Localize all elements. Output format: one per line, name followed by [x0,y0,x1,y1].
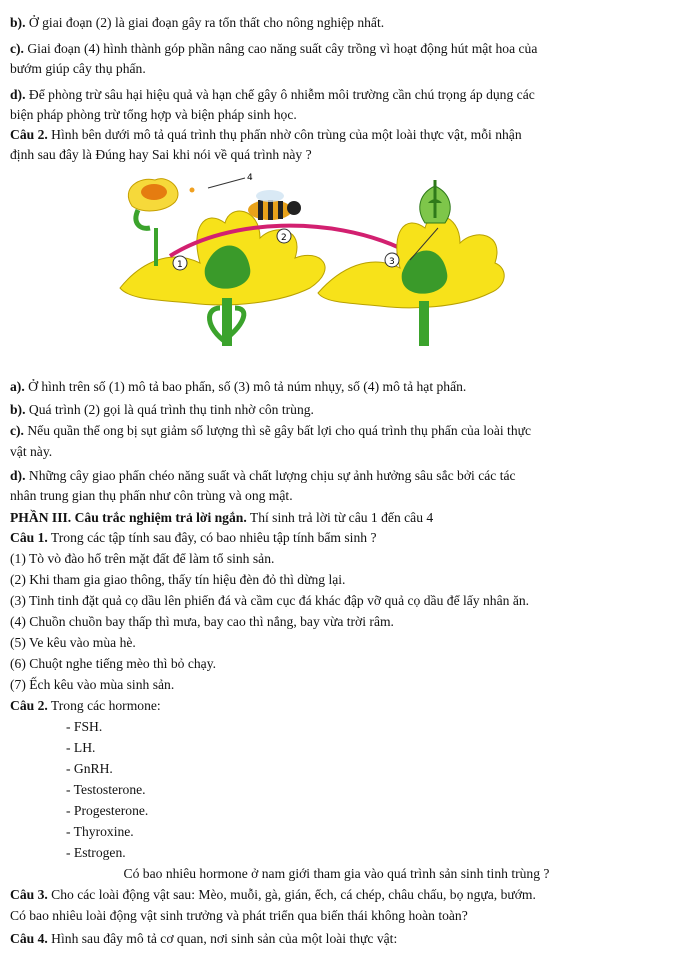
statement-d-cont: nhân trung gian thụ phấn như côn trùng và ong mật. [10,488,293,503]
hormone-testosterone: - Testosterone. [66,782,146,797]
statement-c: c). Nếu quần thể ong bị sụt giảm số lượng thì sẽ gây bất lợi cho quá trình thụ phấn của loài thực [10,423,532,438]
flower-icon [120,211,325,346]
hormone-gnrh: - GnRH. [66,761,113,776]
behavior-5: (5) Ve kêu vào mùa hè. [10,635,136,650]
hormone-fsh: - FSH. [66,719,103,734]
behavior-2: (2) Khi tham gia giao thông, thấy tín hiệu đèn đỏ thì dừng lại. [10,572,346,587]
pollen-grain [190,188,195,193]
hormone-thyroxine: - Thyroxine. [66,824,134,839]
line-b-stage2: b). Ở giai đoạn (2) là giai đoạn gây ra tổn thất cho nông nghiệp nhất. [10,15,385,30]
statement-b: b). Quá trình (2) gọi là quá trình thụ tinh nhờ côn trùng. [10,402,314,417]
behavior-7: (7) Ếch kêu vào mùa sinh sản. [10,677,175,692]
question-3-heading: Câu 3. Cho các loài động vật sau: Mèo, muỗi, gà, gián, ếch, cá chép, châu chấu, bọ ngựa, bướm. [10,887,536,902]
statement-c-cont: vật này. [10,444,53,459]
statement-a: a). Ở hình trên số (1) mô tả bao phấn, số (3) mô tả núm nhụy, số (4) mô tả hạt phấn. [10,379,467,394]
pollination-figure [110,168,508,348]
pointer-line-4 [208,178,245,188]
hormone-lh: - LH. [66,740,96,755]
question-3-cont: Có bao nhiêu loài động vật sinh trưởng và phát triển qua biến thái không hoàn toàn? [10,908,468,923]
bee-icon [248,190,301,220]
hormone-estrogen: - Estrogen. [66,845,126,860]
behavior-6: (6) Chuột nghe tiếng mèo thì bỏ chạy. [10,656,217,671]
question-1-heading: Câu 1. Trong các tập tính sau đây, có bao nhiêu tập tính bẩm sinh ? [10,530,377,545]
label-2: 2 [281,233,287,243]
line-d-cont: biện pháp phòng trừ tổng hợp và biện pháp sinh học. [10,107,297,122]
behavior-4: (4) Chuồn chuồn bay thấp thì mưa, bay cao thì nắng, bay vừa trời râm. [10,614,394,629]
hormone-progesterone: - Progesterone. [66,803,149,818]
pistil-icon [420,180,450,223]
stamen-stem [154,228,158,266]
label-4: 4 [247,173,253,183]
behavior-1: (1) Tò vò đào hố trên mặt đất để làm tổ sinh sản. [10,551,275,566]
label-3: 3 [389,257,395,267]
behavior-3: (3) Tinh tinh đặt quả cọ dầu lên phiến đá và cầm cục đá khác đập vỡ quả cọ dầu để lấy nhân ăn. [10,593,530,608]
statement-d: d). Những cây giao phấn chéo năng suất và chất lượng chịu sự ảnh hưởng sâu sắc bởi các tác [10,468,516,483]
question-4-heading: Câu 4. Hình sau đây mô tả cơ quan, nơi sinh sản của một loài thực vật: [10,931,398,946]
question-2b-heading: Câu 2. Trong các hormone: [10,698,161,713]
question-2b-ask: Có bao nhiêu hormone ở nam giới tham gia vào quá trình sản sinh tinh trùng ? [123,866,550,881]
line-d-pest: d). Để phòng trừ sâu hại hiệu quả và hạn chế gây ô nhiễm môi trường cần chú trọng áp dụng các [10,87,535,102]
line-c-cont: bướm giúp cây thụ phấn. [10,61,146,76]
label-1: 1 [177,260,183,270]
question-2-cont: định sau đây là Đúng hay Sai khi nói về quá trình này ? [10,147,312,162]
question-2-heading: Câu 2. Hình bên dưới mô tả quá trình thụ phấn nhờ côn trùng của một loài thực vật, mỗi nhận [10,127,522,142]
anther-icon [128,179,178,229]
line-c-stage4: c). Giai đoạn (4) hình thành góp phần nâng cao năng suất cây trồng vì hoạt động hút mật hoa của [10,41,538,56]
flower-icon [318,216,504,346]
part-3-heading: PHẦN III. Câu trắc nghiệm trả lời ngắn. Thí sinh trả lời từ câu 1 đến câu 4 [10,510,434,525]
